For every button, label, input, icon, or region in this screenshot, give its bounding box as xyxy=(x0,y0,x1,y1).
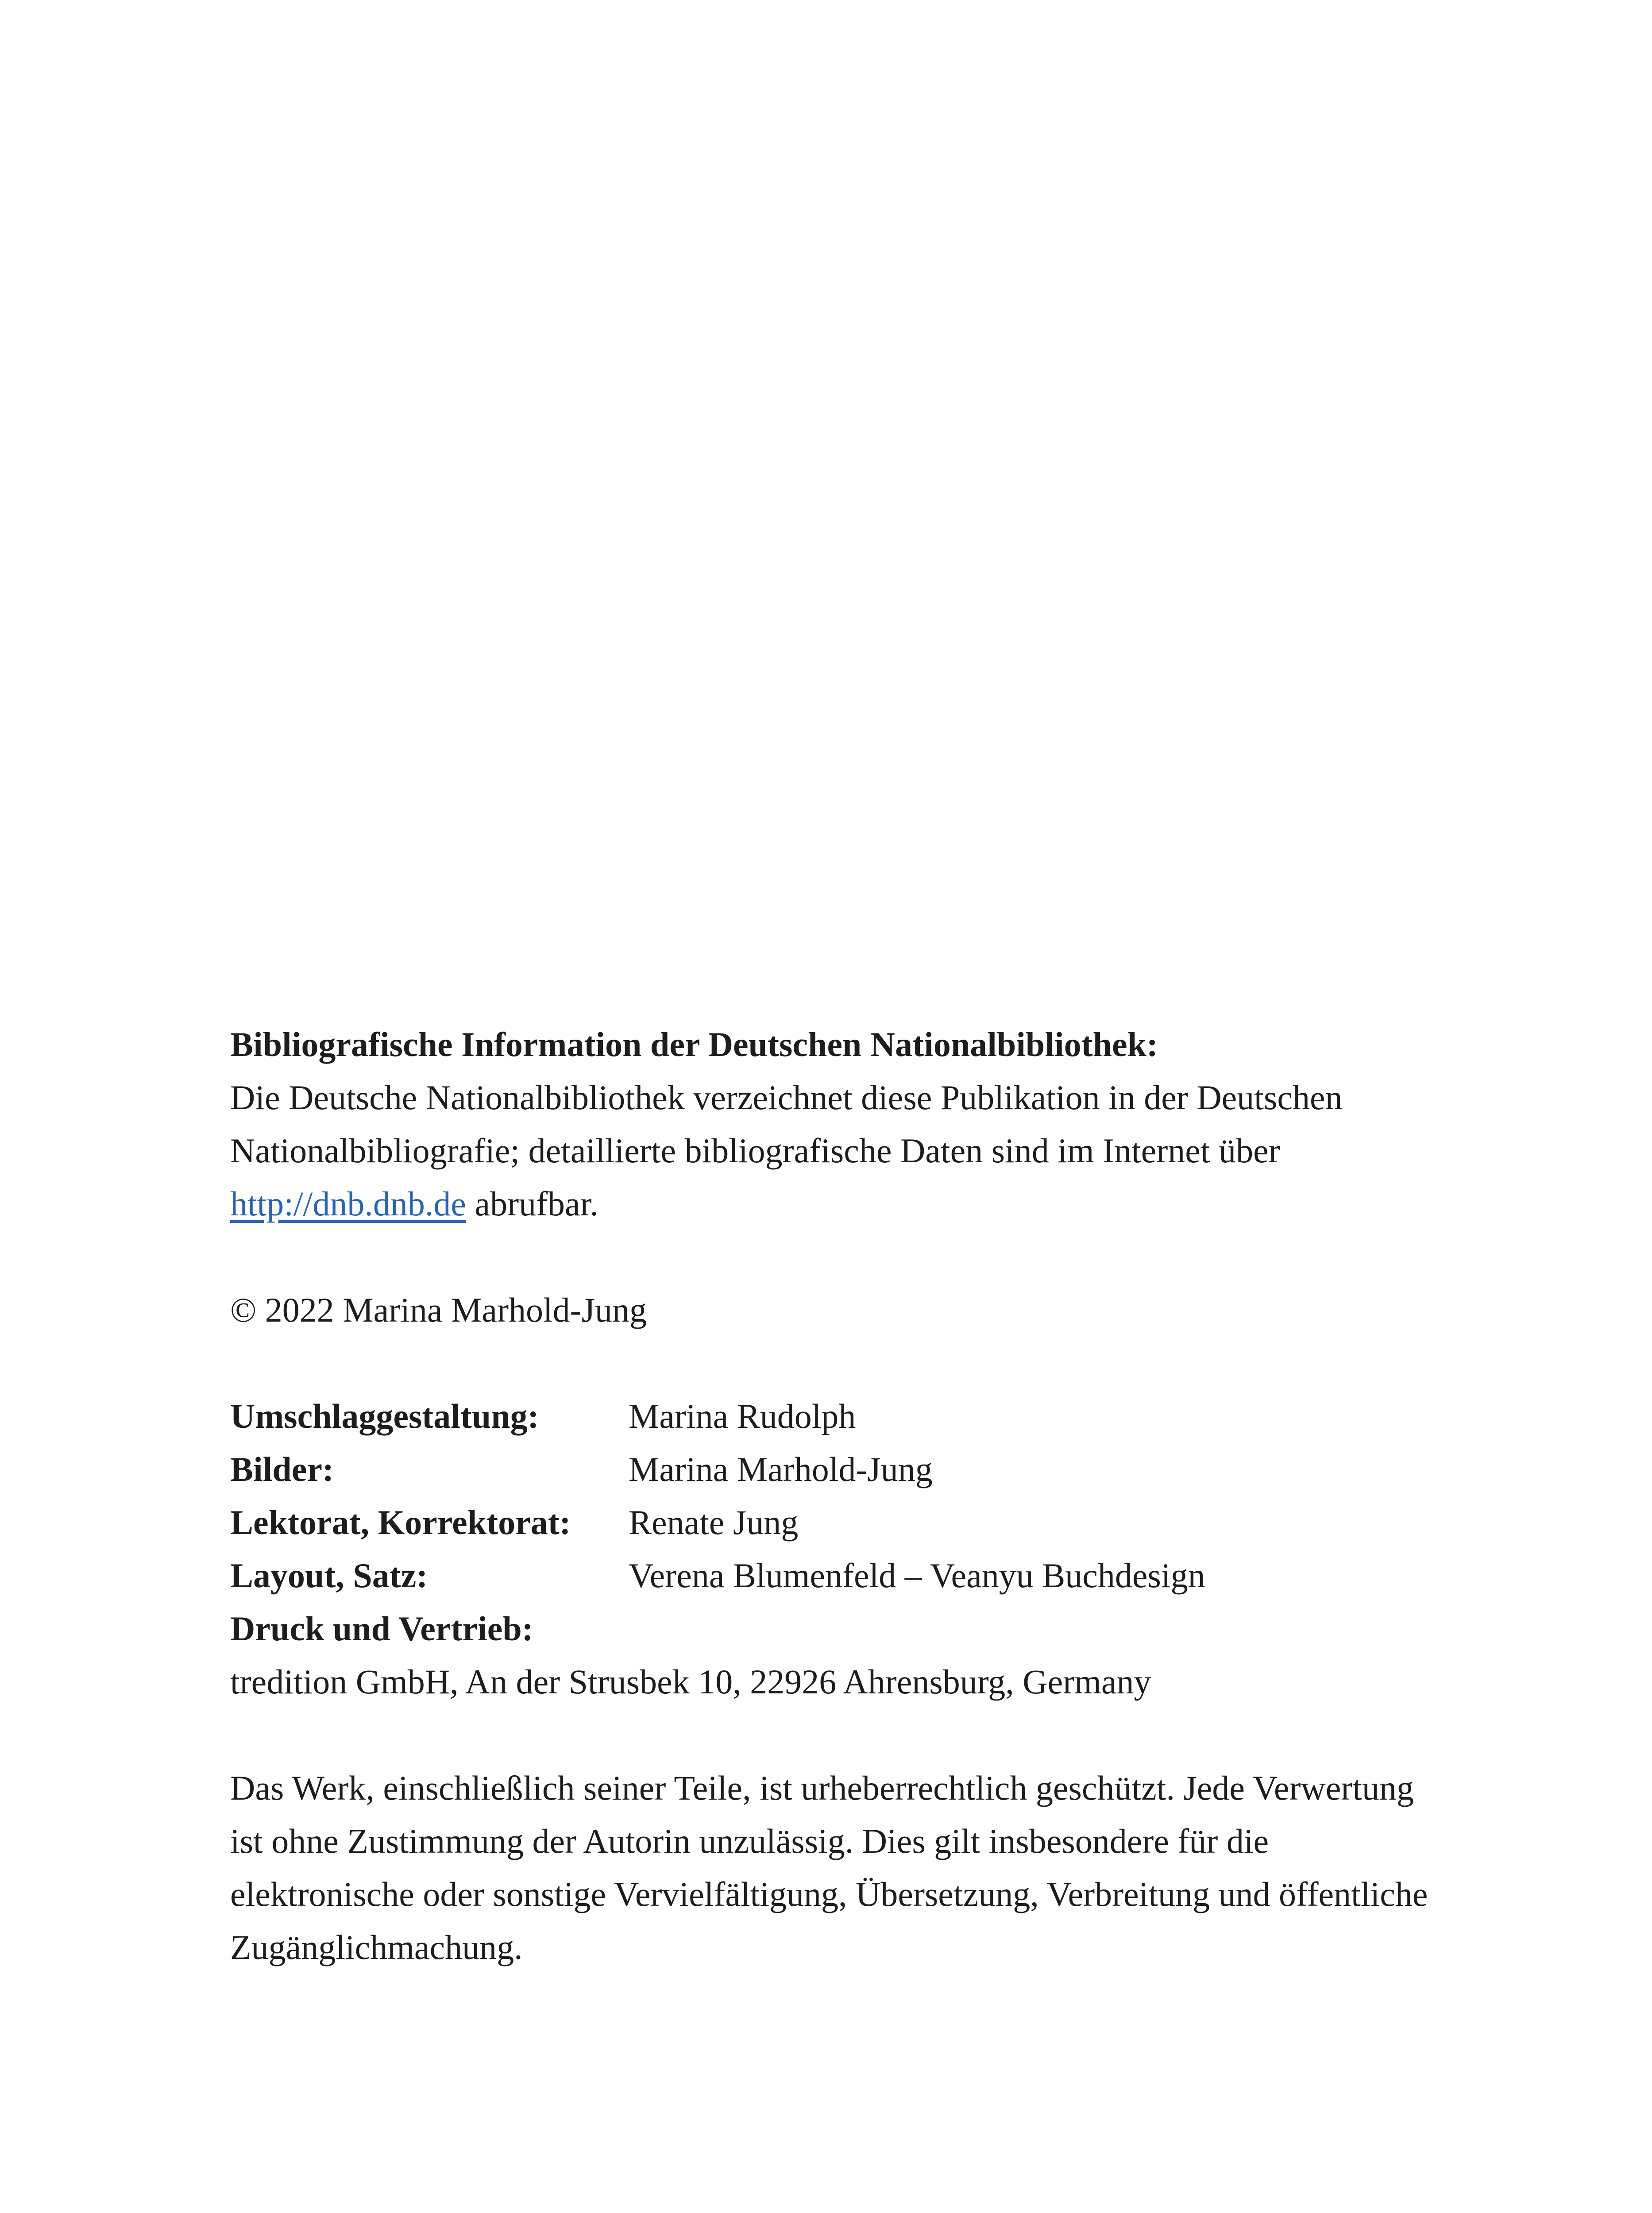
credits-block xyxy=(230,1390,1452,1708)
bibliography-block xyxy=(230,1018,1452,1230)
credit-value-editing: Renate Jung xyxy=(629,1503,799,1542)
copyright-block xyxy=(230,1284,1452,1337)
dnb-link[interactable]: http://dnb.dnb.de xyxy=(230,1184,466,1223)
credit-value-images: Marina Marhold-Jung xyxy=(629,1450,933,1488)
bibliography-heading: Bibliografische Information der Deutschen Nationalbibliothek: xyxy=(230,1025,1158,1064)
printing-label: Druck und Vertrieb: xyxy=(230,1609,533,1648)
imprint-section xyxy=(230,1018,1452,1974)
bibliography-text xyxy=(230,1071,1452,1230)
credit-value-cover-design: Marina Rudolph xyxy=(629,1397,856,1435)
credit-label-images: Bilder: xyxy=(230,1450,334,1488)
credit-label-cover-design: Umschlaggestaltung: xyxy=(230,1397,539,1435)
legal-notice: Das Werk, einschließlich seiner Teile, ist urheberrechtlich geschützt. Jede Verwertung ist ohne Zustimmung der Autorin unzulässig. Dies gilt insbesondere für die elektronische oder sonstige Vervielfältigung, Übersetzung, Verbreitung und öffentliche Zugänglichmachung. xyxy=(230,1769,1428,1966)
credit-label-layout: Layout, Satz: xyxy=(230,1556,428,1595)
printing-row xyxy=(230,1602,1452,1708)
credit-value-layout: Verena Blumenfeld – Veanyu Buchdesign xyxy=(629,1556,1205,1595)
credit-label-editing: Lektorat, Korrektorat: xyxy=(230,1503,571,1542)
copyright-notice: © 2022 Marina Marhold-Jung xyxy=(230,1291,647,1329)
legal-block xyxy=(230,1762,1452,1974)
bibliography-text-before-link: Die Deutsche Nationalbibliothek verzeichnet diese Publikation in der Deutschen Nationalbibliografie; detaillierte bibliografische Daten sind im Internet über xyxy=(230,1078,1343,1170)
printing-value: tredition GmbH, An der Strusbek 10, 22926 Ahrensburg, Germany xyxy=(230,1662,1151,1701)
bibliography-text-after-link: abrufbar. xyxy=(466,1184,598,1223)
credits-list xyxy=(230,1390,1452,1708)
